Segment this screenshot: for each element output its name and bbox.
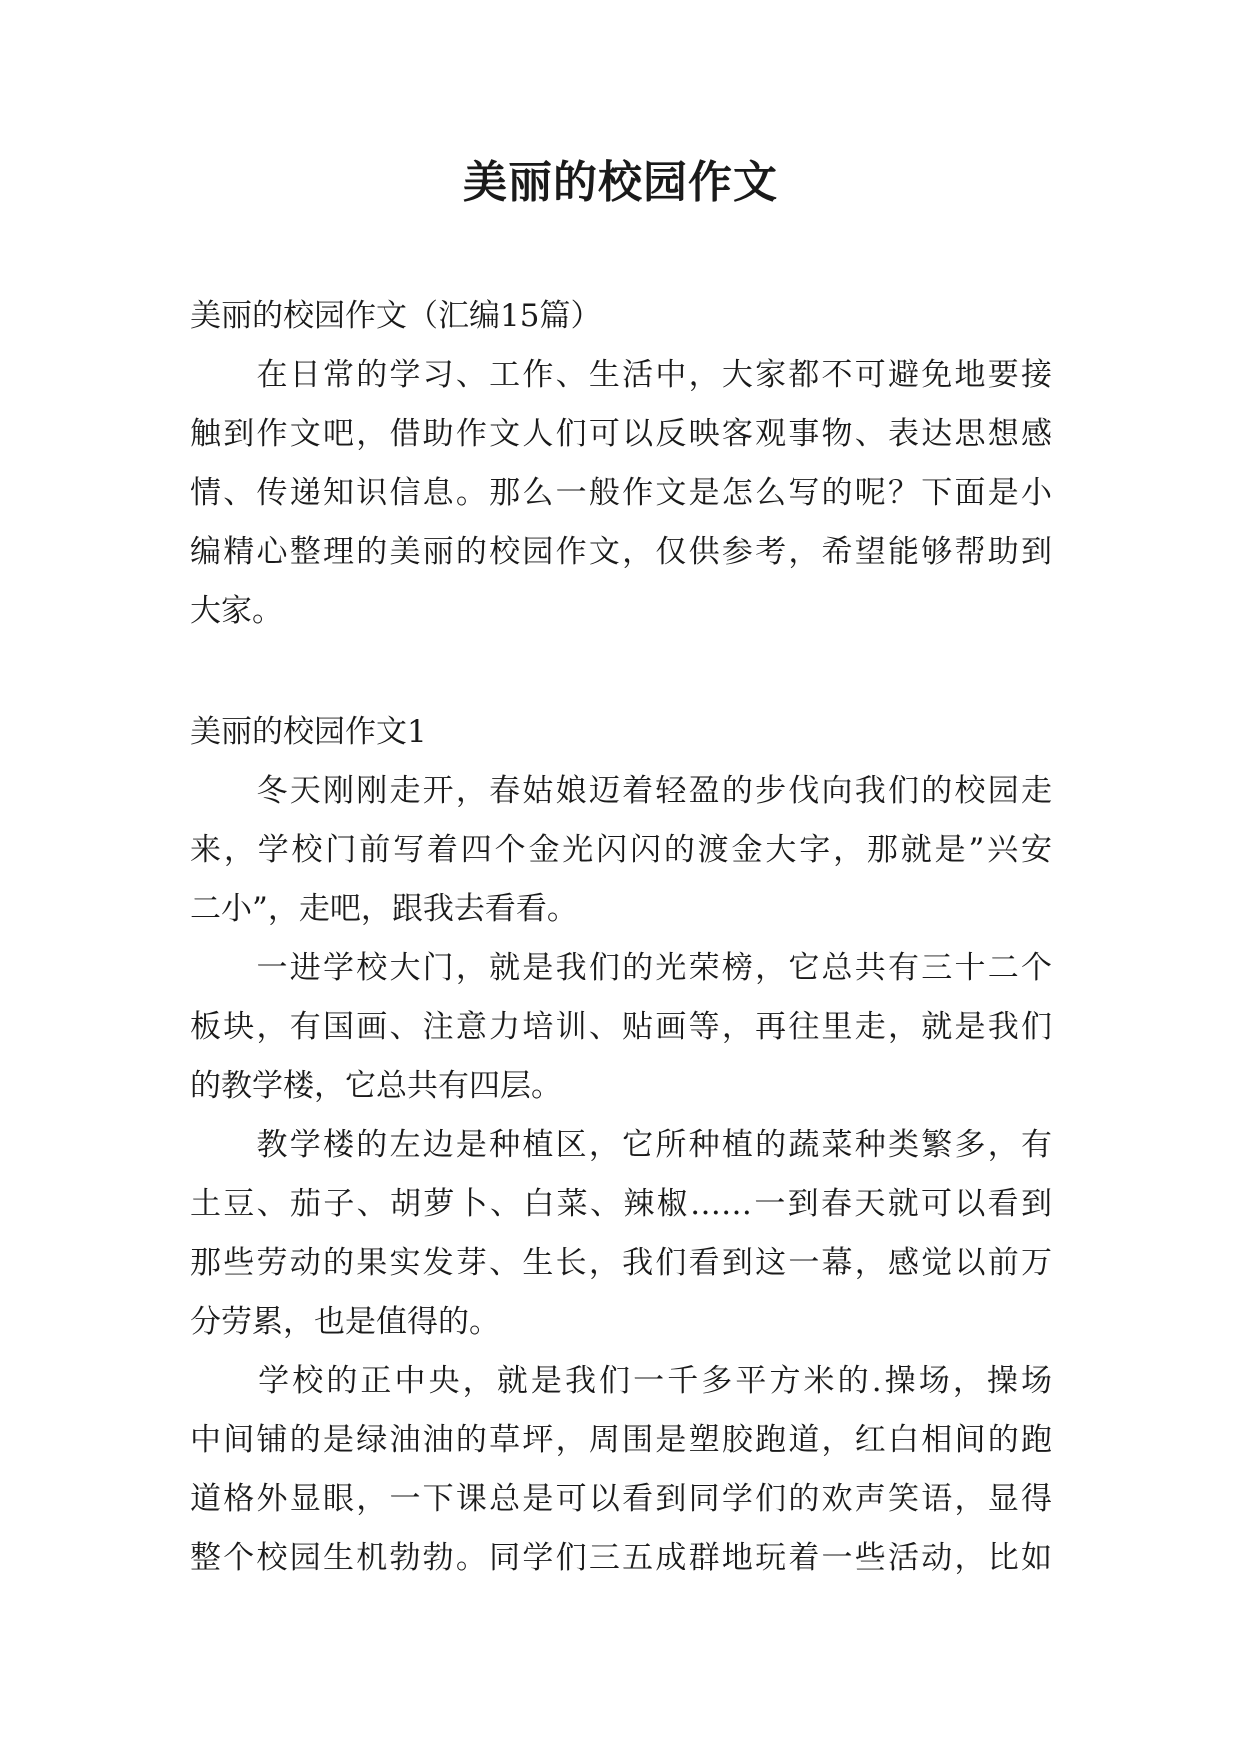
text-line: 在日常的学习、工作、生活中，大家都不可避免地要接 <box>190 357 1052 393</box>
text-line: 美丽的校园作文1 <box>190 714 427 750</box>
text-line: 整个校园生机勃勃。同学们三五成群地玩着一些活动，比如 <box>190 1540 1052 1576</box>
document-body <box>190 287 1052 1588</box>
text-line: 大家。 <box>190 593 283 629</box>
text-line: 一进学校大门，就是我们的光荣榜，它总共有三十二个 <box>190 950 1052 986</box>
document-title: 美丽的校园作文 <box>463 157 778 208</box>
text-line: 分劳累，也是值得的。 <box>190 1304 500 1340</box>
text-line: 编精心整理的美丽的校园作文，仅供参考，希望能够帮助到 <box>190 534 1052 570</box>
section-spacer <box>190 641 1052 703</box>
text-line: 触到作文吧，借助作文人们可以反映客观事物、表达思想感 <box>190 416 1052 452</box>
text-line: 中间铺的是绿油油的草坪，周围是塑胶跑道，红白相间的跑 <box>190 1422 1052 1458</box>
text-line: 二小”，走吧，跟我去看看。 <box>190 891 578 927</box>
text-line: 学校的正中央，就是我们一千多平方米的.操场，操场 <box>190 1363 1052 1399</box>
text-line: 那些劳动的果实发芽、生长，我们看到这一幕，感觉以前万 <box>190 1245 1052 1281</box>
text-line: 来，学校门前写着四个金光闪闪的渡金大字，那就是”兴安 <box>190 832 1052 868</box>
text-line: 教学楼的左边是种植区，它所种植的蔬菜种类繁多，有 <box>190 1127 1052 1163</box>
text-line: 美丽的校园作文（汇编15篇） <box>190 298 602 334</box>
text-line: 道格外显眼，一下课总是可以看到同学们的欢声笑语，显得 <box>190 1481 1052 1517</box>
text-line: 土豆、茄子、胡萝卜、白菜、辣椒……一到春天就可以看到 <box>190 1186 1052 1222</box>
text-line: 板块，有国画、注意力培训、贴画等，再往里走，就是我们 <box>190 1009 1052 1045</box>
text-line: 的教学楼，它总共有四层。 <box>190 1068 562 1104</box>
text-line: 情、传递知识信息。那么一般作文是怎么写的呢？下面是小 <box>190 475 1052 511</box>
text-line: 冬天刚刚走开，春姑娘迈着轻盈的步伐向我们的校园走 <box>190 773 1052 809</box>
